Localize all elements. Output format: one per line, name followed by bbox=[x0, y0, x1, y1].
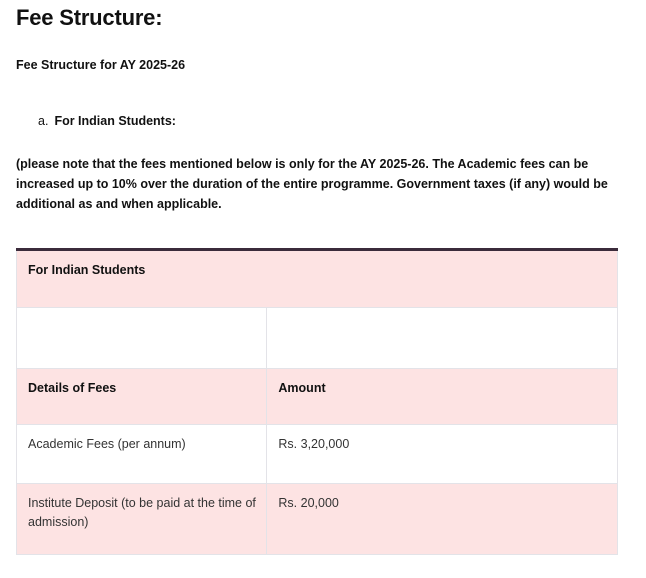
fee-detail-label: Academic Fees (per annum) bbox=[17, 425, 267, 484]
student-category-list bbox=[16, 74, 630, 130]
fee-detail-amount: Rs. 20,000 bbox=[267, 484, 618, 555]
table-blank-cell-left bbox=[17, 308, 267, 369]
fee-structure-subheading: Fee Structure for AY 2025-26 bbox=[16, 58, 186, 72]
table-row bbox=[17, 484, 618, 555]
fee-table-container bbox=[16, 214, 630, 555]
column-header-amount: Amount bbox=[267, 369, 618, 425]
table-row bbox=[17, 425, 618, 484]
fee-note-text: (please note that the fees mentioned below is only for the AY 2025-26. The Academic fees can be increased up to 10% over the duration of the entire programme. Government taxes (if any) would be additional as and when applicable. bbox=[16, 157, 608, 211]
list-item-marker: a. bbox=[38, 114, 49, 128]
table-blank-cell-right bbox=[267, 308, 618, 369]
page-title: Fee Structure: bbox=[16, 5, 163, 30]
table-caption-row bbox=[17, 250, 618, 308]
table-header-row bbox=[17, 369, 618, 425]
column-header-details-of-fees: Details of Fees bbox=[17, 369, 267, 425]
fee-detail-amount: Rs. 3,20,000 bbox=[267, 425, 618, 484]
list-item-label: For Indian Students: bbox=[54, 114, 176, 128]
table-blank-row bbox=[17, 308, 618, 369]
indian-students-fee-table bbox=[16, 248, 618, 555]
fee-detail-label: Institute Deposit (to be paid at the time of admission) bbox=[17, 484, 267, 555]
table-caption-cell: For Indian Students bbox=[17, 250, 618, 308]
list-item bbox=[38, 112, 630, 130]
